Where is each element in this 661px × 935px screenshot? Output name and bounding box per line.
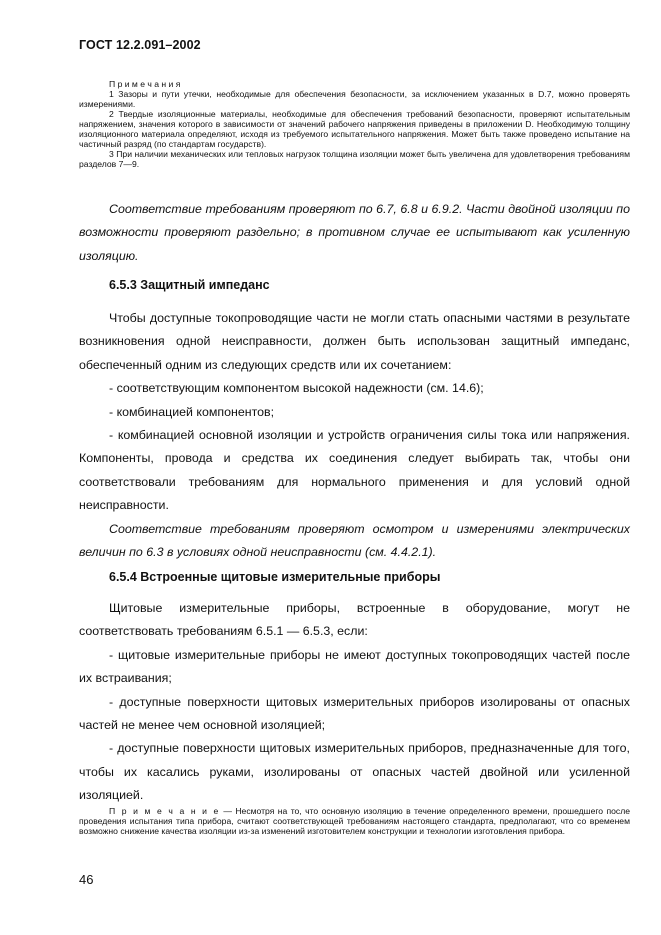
section-653-intro: Чтобы доступные токопроводящие части не могли стать опасными частями в результате возникновения одной неисправности, должен быть использован защитный импеданс, обеспеченный одним из следующих средств или их сочетанием: xyxy=(79,311,630,372)
section-654-body xyxy=(79,597,630,808)
list-item: - соответствующим компонентом высокой надежности (см. 14.6); xyxy=(109,381,484,396)
bottom-note-text: — Несмотря на то, что основную изоляцию в течение определенного времени, прошедшего после проведения испытания типа прибора, считают соответствующей требованиям настоящего стандарта, предполагают, что со временем возможно снижение качества изоляции из-за изменений изготовителем конструкции и технологии изготовления прибора. xyxy=(79,806,630,836)
note-item-2: 2 Твердые изоляционные материалы, необходимые для обеспечения требований безопасности, проверяют испытательным напряжением, значения которого в зависимости от значений рабочего напряжения приведены в приложении D. Необходимую толщину изоляционного материала определяют, исходя из требуемого испытательного напряжения. Может быть также проведено испытание на частичный разряд (по стандартам государств). xyxy=(79,109,630,149)
compliance-text-1: Соответствие требованиям проверяют по 6.7, 6.8 и 6.9.2. Части двойной изоляции по возможности проверяют раздельно; в противном случае ее испытывают как усиленную изоляцию. xyxy=(79,202,630,263)
section-heading-653: 6.5.3 Защитный импеданс xyxy=(109,278,270,292)
note-item-1: 1 Зазоры и пути утечки, необходимые для обеспечения безопасности, за исключением указанных в D.7, можно проверять измерениями. xyxy=(79,89,630,109)
page-number: 46 xyxy=(79,872,94,887)
list-item: - доступные поверхности щитовых измерительных приборов изолированы от опасных частей не менее чем основной изоляцией; xyxy=(79,694,630,733)
section-heading-654: 6.5.4 Встроенные щитовые измерительные приборы xyxy=(109,570,441,584)
compliance-text-2: Соответствие требованиям проверяют осмотром и измерениями электрических величин по 6.3 в условиях одной неисправности (см. 4.4.2.1). xyxy=(79,521,630,560)
compliance-paragraph-1 xyxy=(79,198,630,268)
bottom-note-label: П р и м е ч а н и е xyxy=(109,806,220,816)
bottom-note xyxy=(79,806,630,836)
list-item: - щитовые измерительные приборы не имеют доступных токопроводящих частей после их встраивания; xyxy=(79,647,630,686)
list-item: - доступные поверхности щитовых измерительных приборов, предназначенные для того, чтобы их касались руками, изолированы от опасных частей двойной или усиленной изоляцией. xyxy=(79,741,630,803)
notes-block xyxy=(79,79,630,169)
list-item: - комбинацией компонентов; xyxy=(109,404,275,419)
section-653-body xyxy=(79,307,630,564)
notes-heading: П р и м е ч а н и я xyxy=(109,79,181,89)
document-header: ГОСТ 12.2.091–2002 xyxy=(79,38,201,52)
note-item-3: 3 При наличии механических или тепловых нагрузок толщина изоляции может быть увеличена для удовлетворения требованиям разделов 7—9. xyxy=(79,149,630,169)
list-item: - комбинацией основной изоляции и устройств ограничения силы тока или напряжения. Компоненты, провода и средства их соединения следует выбирать так, чтобы они соответствовали требованиям для нормального применения и для условий одной неисправности. xyxy=(79,428,630,513)
section-654-intro: Щитовые измерительные приборы, встроенные в оборудование, могут не соответствовать требованиям 6.5.1 — 6.5.3, если: xyxy=(79,601,630,639)
